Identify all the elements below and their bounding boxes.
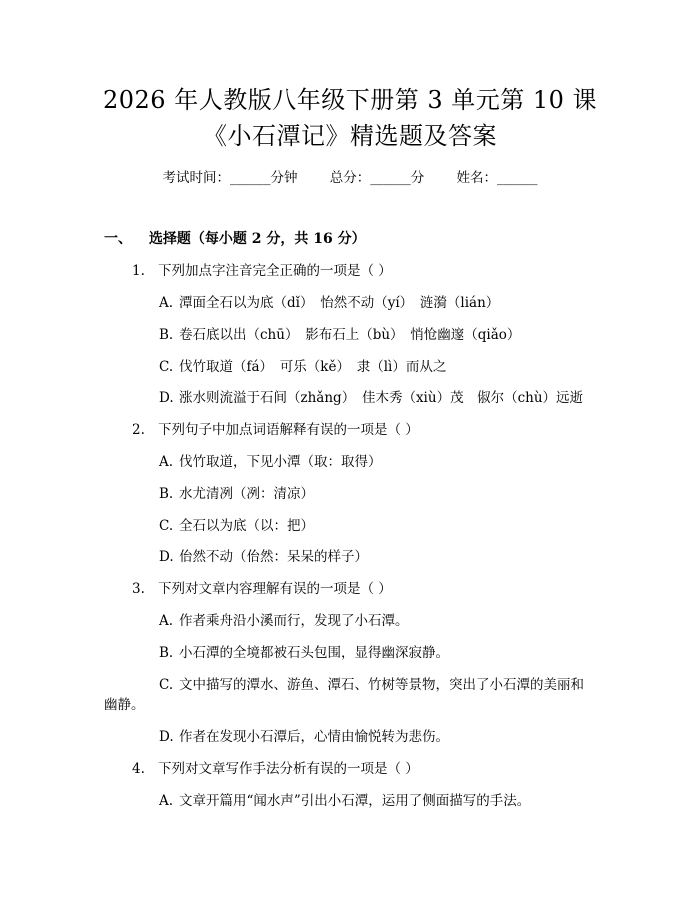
option-text: 水尤清冽（冽：清凉） (179, 486, 314, 502)
option-text: 小石潭的全境都被石头包围，显得幽深寂静。 (179, 645, 449, 661)
option-text: 作者乘舟沿小溪而行，发现了小石潭。 (179, 613, 409, 629)
option-item (159, 326, 520, 344)
exam-meta (0, 169, 700, 187)
option-letter: D. (159, 390, 174, 406)
option-letter: C. (159, 677, 174, 693)
question-text: 下列对文章内容理解有误的一项是（ ） (158, 581, 392, 597)
option-item (159, 485, 314, 503)
question-stem (132, 580, 392, 598)
option-text: 作者在发现小石潭后，心情由愉悦转为悲伤。 (179, 729, 449, 745)
option-letter: C. (159, 518, 174, 534)
option-text: 伐竹取道，下见小潭（取：取得） (179, 454, 382, 470)
option-item (159, 548, 368, 566)
option-item (159, 294, 499, 312)
question-stem (132, 760, 419, 778)
question-stem (132, 421, 419, 439)
section-title: 选择题（每小题 2 分，共 16 分） (148, 231, 366, 247)
option-letter: D. (159, 549, 174, 565)
option-text: 文中描写的潭水、游鱼、潭石、竹树等景物，突出了小石潭的美丽和 (179, 677, 584, 693)
option-item (159, 644, 449, 662)
option-item (159, 612, 409, 630)
option-letter: B. (159, 645, 174, 661)
option-item (159, 676, 584, 694)
option-letter: C. (159, 359, 174, 375)
section-heading (104, 230, 366, 248)
option-text: 潭面全石以为底（dǐ） 怡然不动（yí） 涟漪（lián） (179, 295, 500, 311)
option-letter: D. (159, 729, 174, 745)
option-letter: A. (159, 613, 174, 629)
question-number: 1. (132, 263, 145, 279)
exam-title-line1: 2026 年人教版八年级下册第 3 单元第 10 课 (102, 86, 598, 114)
exam-time-field: 考试时间：______分钟 (162, 170, 298, 186)
option-letter: A. (159, 793, 174, 809)
option-letter: B. (159, 486, 174, 502)
student-name-field: 姓名：______ (456, 170, 538, 186)
total-score-field: 总分：______分 (329, 170, 425, 186)
question-text: 下列对文章写作手法分析有误的一项是（ ） (158, 761, 419, 777)
exam-title-line2: 《小石潭记》精选题及答案 (203, 122, 497, 150)
option-text-continuation: 幽静。 (104, 697, 145, 713)
section-number: 一、 (104, 231, 132, 247)
option-text: 佁然不动（佁然：呆呆的样子） (179, 549, 368, 565)
option-item (159, 728, 449, 746)
option-item (159, 792, 530, 810)
question-text: 下列加点字注音完全正确的一项是（ ） (158, 263, 392, 279)
option-item (159, 358, 446, 376)
option-item (159, 517, 314, 535)
question-number: 2. (132, 422, 145, 438)
question-text: 下列句子中加点词语解释有误的一项是（ ） (158, 422, 419, 438)
option-letter: A. (159, 295, 174, 311)
question-number: 3. (132, 581, 145, 597)
option-text: 卷石底以出（chū） 影布石上（bù） 悄怆幽邃（qiǎo） (179, 327, 521, 343)
option-text: 伐竹取道（fá） 可乐（kě） 隶（lì）而从之 (179, 359, 447, 375)
question-number: 4. (132, 761, 145, 777)
option-item (159, 453, 382, 471)
option-letter: A. (159, 454, 174, 470)
question-stem (132, 262, 392, 280)
option-text: 文章开篇用“闻水声”引出小石潭，运用了侧面描写的手法。 (179, 793, 531, 809)
option-item (159, 389, 583, 407)
option-text: 涨水则流溢于石间（zhǎng） 佳木秀（xiù）茂 俶尔（chù）远逝 (179, 390, 584, 406)
option-text: 全石以为底（以：把） (179, 518, 314, 534)
option-letter: B. (159, 327, 174, 343)
